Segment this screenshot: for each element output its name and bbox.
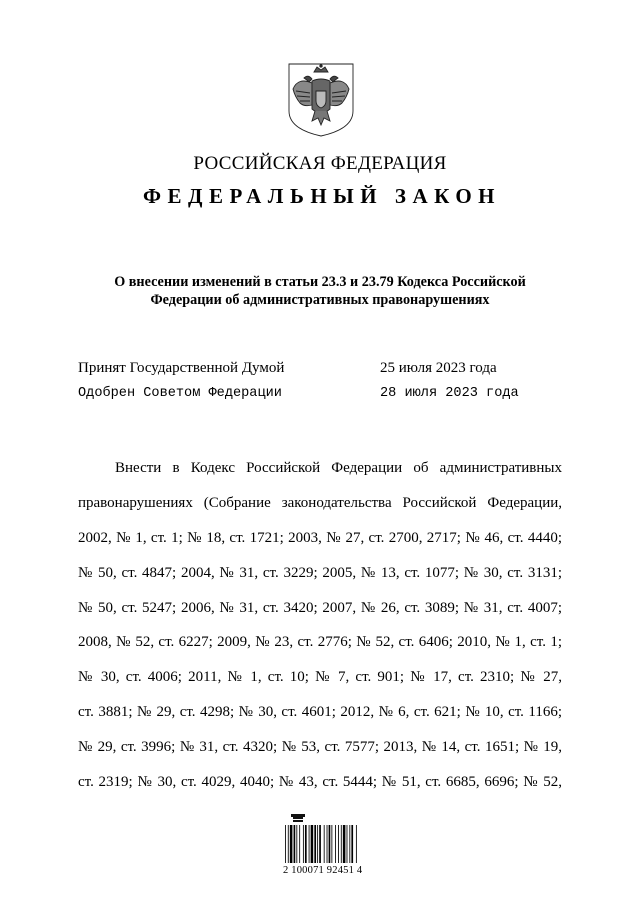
barcode-icon (283, 812, 369, 864)
council-approval-label: Одобрен Советом Федерации (78, 386, 282, 401)
body-line: № 30, ст. 4006; 2011, № 1, ст. 10; № 7, ст. 901; № 17, ст. 2310; № 27, (78, 669, 562, 686)
body-line: 2002, № 1, ст. 1; № 18, ст. 1721; 2003, № 27, ст. 2700, 2717; № 46, ст. 4440; (78, 529, 562, 546)
duma-adoption-row (78, 360, 548, 380)
law-title-line-1: О внесении изменений в статьи 23.3 и 23.79 Кодекса Российской (114, 274, 526, 290)
duma-adoption-date: 25 июля 2023 года (380, 360, 497, 376)
council-approval-row (78, 386, 548, 406)
document-type-heading: ФЕДЕРАЛЬНЫЙ ЗАКОН (143, 184, 501, 208)
body-line: ст. 2319; № 30, ст. 4029, 4040; № 43, ст. 5444; № 51, ст. 6685, 6696; № 52, (78, 774, 562, 791)
coat-of-arms-icon (288, 63, 354, 137)
duma-adoption-label: Принят Государственной Думой (78, 360, 285, 376)
body-line: ст. 3881; № 29, ст. 4298; № 30, ст. 4601; 2012, № 6, ст. 621; № 10, ст. 1166; (78, 704, 562, 721)
body-line: № 50, ст. 4847; 2004, № 31, ст. 3229; 2005, № 13, ст. 1077; № 30, ст. 3131; (78, 564, 562, 581)
barcode-number: 2 100071 92451 4 (283, 865, 363, 876)
council-approval-date: 28 июля 2023 года (380, 386, 519, 401)
body-line: № 50, ст. 5247; 2006, № 31, ст. 3420; 2007, № 26, ст. 3089; № 31, ст. 4007; (78, 599, 562, 616)
body-line: Внести в Кодекс Российской Федерации об административных (115, 460, 562, 476)
law-title (80, 273, 560, 309)
body-line: правонарушениях (Собрание законодательства Российской Федерации, (78, 494, 562, 511)
country-heading: РОССИЙСКАЯ ФЕДЕРАЦИЯ (193, 153, 447, 174)
law-body (78, 457, 562, 806)
body-line: 2008, № 52, ст. 6227; 2009, № 23, ст. 2776; № 52, ст. 6406; 2010, № 1, ст. 1; (78, 634, 562, 651)
barcode (283, 812, 369, 886)
law-title-line-2: Федерации об административных правонарушениях (150, 292, 490, 308)
body-line: № 29, ст. 3996; № 31, ст. 4320; № 53, ст. 7577; 2013, № 14, ст. 1651; № 19, (78, 739, 562, 756)
